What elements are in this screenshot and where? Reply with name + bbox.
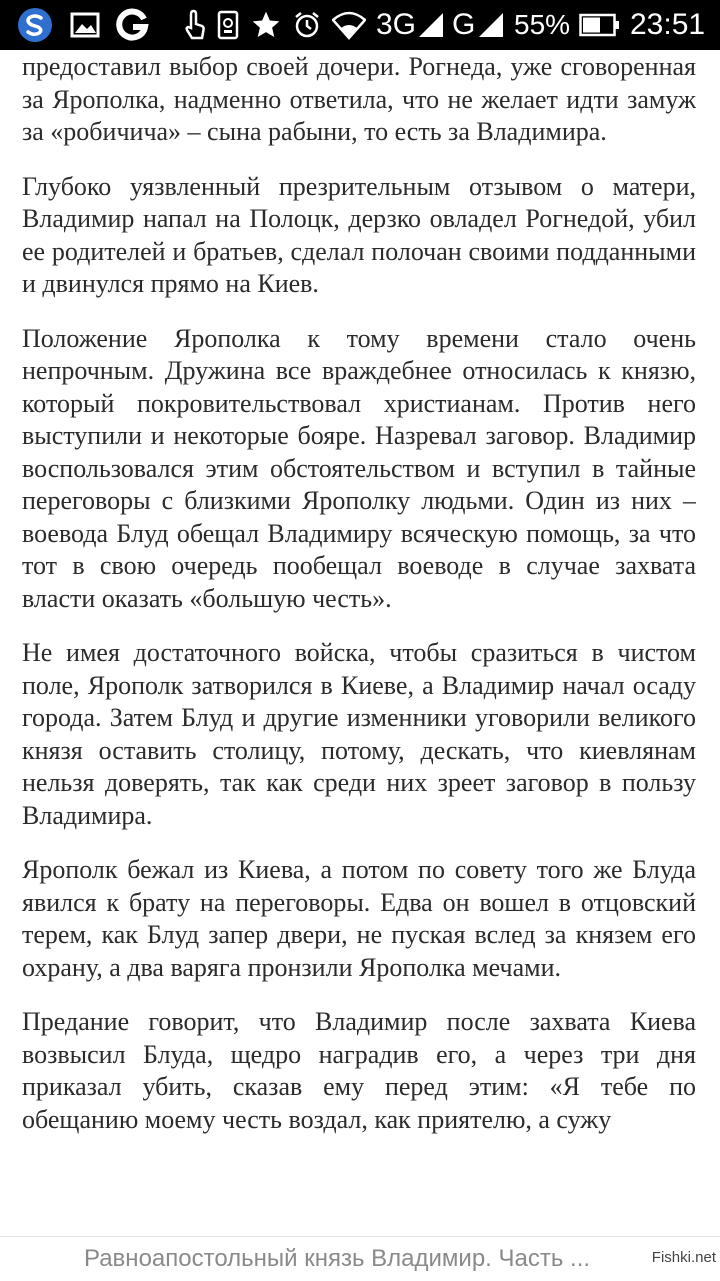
wifi-icon: [330, 0, 368, 50]
google-icon: [112, 0, 152, 50]
article-content[interactable]: [22, 50, 696, 1236]
network-type-label-2: G: [452, 8, 476, 41]
star-icon: [248, 0, 284, 50]
article-paragraph: Предание говорит, что Владимир после захвата Киева возвысил Блуда, щедро наградив его, а через три дня приказал убить, сказав ему перед этим: «Я тебе по обещанию моему честь воздал, как приятелю, а сужу: [22, 1007, 696, 1134]
article-paragraph: Положение Ярополка к тому времени стало очень непрочным. Дружина все враждебнее относилась к князю, который покровительствовал христианам. Против него выступили и некоторые бояре. Назревал заговор. Владимир воспользовался этим обстоятельством и вступил в тайные переговоры с близкими Ярополку людьми. Один из них – воевода Блуд обещал Владимиру всяческую помощь, за что тот в свою очередь пообещал воеводе в случае захвата власти оказать «большую честь».: [22, 323, 696, 613]
watermark: Fishki.net: [651, 1249, 716, 1266]
battery-icon: [578, 0, 622, 50]
bottom-title-bar[interactable]: [0, 1236, 720, 1281]
article-paragraph: Глубоко уязвленный презрительным отзывом о матери, Владимир напал на Полоцк, дерзко овладел Рогнедой, убил ее родителей и братьев, сделал полочан своими подданными и двинулся прямо на Киев.: [22, 171, 696, 298]
gallery-icon: [68, 0, 102, 50]
sim-icon: [214, 0, 242, 50]
network-type-label: 3G: [376, 8, 417, 41]
clock: 23:51: [630, 8, 706, 41]
page-title[interactable]: Равноапостольный князь Владимир. Часть ...: [84, 1245, 591, 1272]
alarm-icon: [290, 0, 324, 50]
article-paragraph: предоставил выбор своей дочери. Рогнеда, уже сговоренная за Ярополка, надменно ответила, что не желает идти замуж за «робичича» – сына рабыни, то есть за Владимира.: [22, 52, 696, 146]
battery-percent: 55%: [514, 9, 571, 40]
signal-icon: [416, 0, 446, 50]
touch-icon: [180, 0, 210, 50]
status-bar: [0, 0, 720, 50]
article-paragraph: Не имея достаточного войска, чтобы сразиться в чистом поле, Ярополк затворился в Киеве, а Владимир начал осаду города. Затем Блуд и другие изменники уговорили великого князя оставить столицу, потому, дескать, что киевлянам нельзя доверять, так как среди них зреет заговор в пользу Владимира.: [22, 638, 696, 830]
signal-icon: [476, 0, 506, 50]
article-paragraph: Ярополк бежал из Киева, а потом по совету того же Блуда явился к брату на переговоры. Едва он вошел в отцовский терем, как Блуд запер двери, не пуская вслед за князем его охрану, а два варяга пронзили Ярополка мечами.: [22, 855, 696, 982]
app-s-icon: [14, 0, 56, 50]
